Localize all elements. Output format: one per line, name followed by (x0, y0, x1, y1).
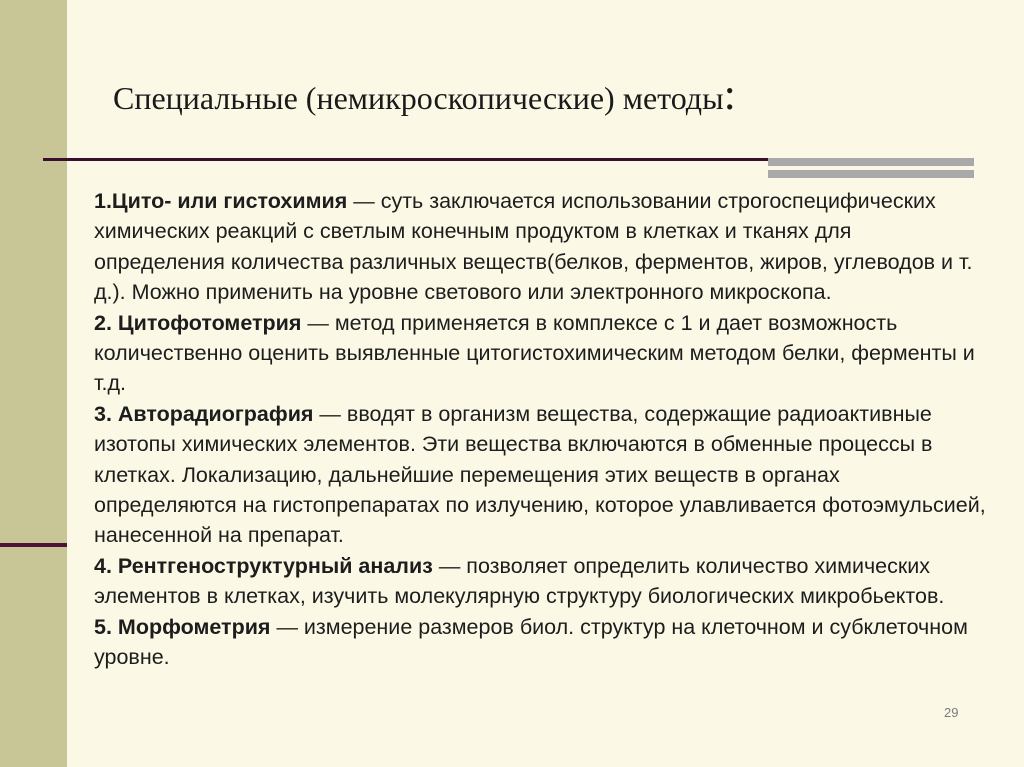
sidebar-decoration (0, 0, 67, 767)
list-item (86, 308, 986, 399)
item-heading: 1.Цито- или гистохимия (94, 189, 348, 213)
title-underline (43, 158, 775, 161)
sidebar-accent-line (0, 543, 67, 547)
item-text: — метод применяется в комплексе с 1 и дает возможность количественно оценить выявленные цитогистохимическим методом белки, ферменты и т.д. (94, 310, 975, 396)
item-text: — измерение размеров биол. структур на клеточном и субклеточном уровне. (94, 614, 968, 670)
slide-body (86, 186, 986, 673)
item-heading: 4. Рентгеноструктурный анализ (94, 553, 433, 578)
list-item (86, 612, 986, 673)
item-heading: 5. Морфометрия (94, 614, 271, 639)
slide-title-colon: : (723, 70, 736, 119)
item-heading: 2. Цитофотометрия (94, 310, 302, 335)
item-text: — суть заключается использовании строгоспецифических химических реакций с светлым конечным продуктом в клетках и тканях для определения количества различных веществ(белков, ферментов, жиров, углеводов и т. д.). Можно применить на уровне светового или электронного микроскопа. (94, 189, 973, 305)
slide-title-text: Специальные (немикроскопические) методы (113, 80, 724, 116)
gray-bar-top (768, 158, 974, 166)
list-item (86, 186, 986, 308)
slide-title (113, 70, 993, 119)
item-text: — позволяет определить количество химических элементов в клетках, изучить молекулярную структуру биологических микробьектов. (94, 553, 945, 609)
list-item (86, 551, 986, 612)
gray-bar-bottom (768, 170, 974, 178)
list-item (86, 399, 986, 551)
item-text: — вводят в организм вещества, содержащие радиоактивные изотопы химических элементов. Эти вещества включаются в обменные процессы в клетках. Локализацию, дальнейшие перемещения этих веществ в органах определяются на гистопрепаратах по излучению, которое улавливается фотоэмульсией, нанесенной на препарат. (94, 401, 986, 548)
page-number: 29 (944, 705, 959, 720)
item-heading: 3. Авторадиография (94, 401, 314, 426)
